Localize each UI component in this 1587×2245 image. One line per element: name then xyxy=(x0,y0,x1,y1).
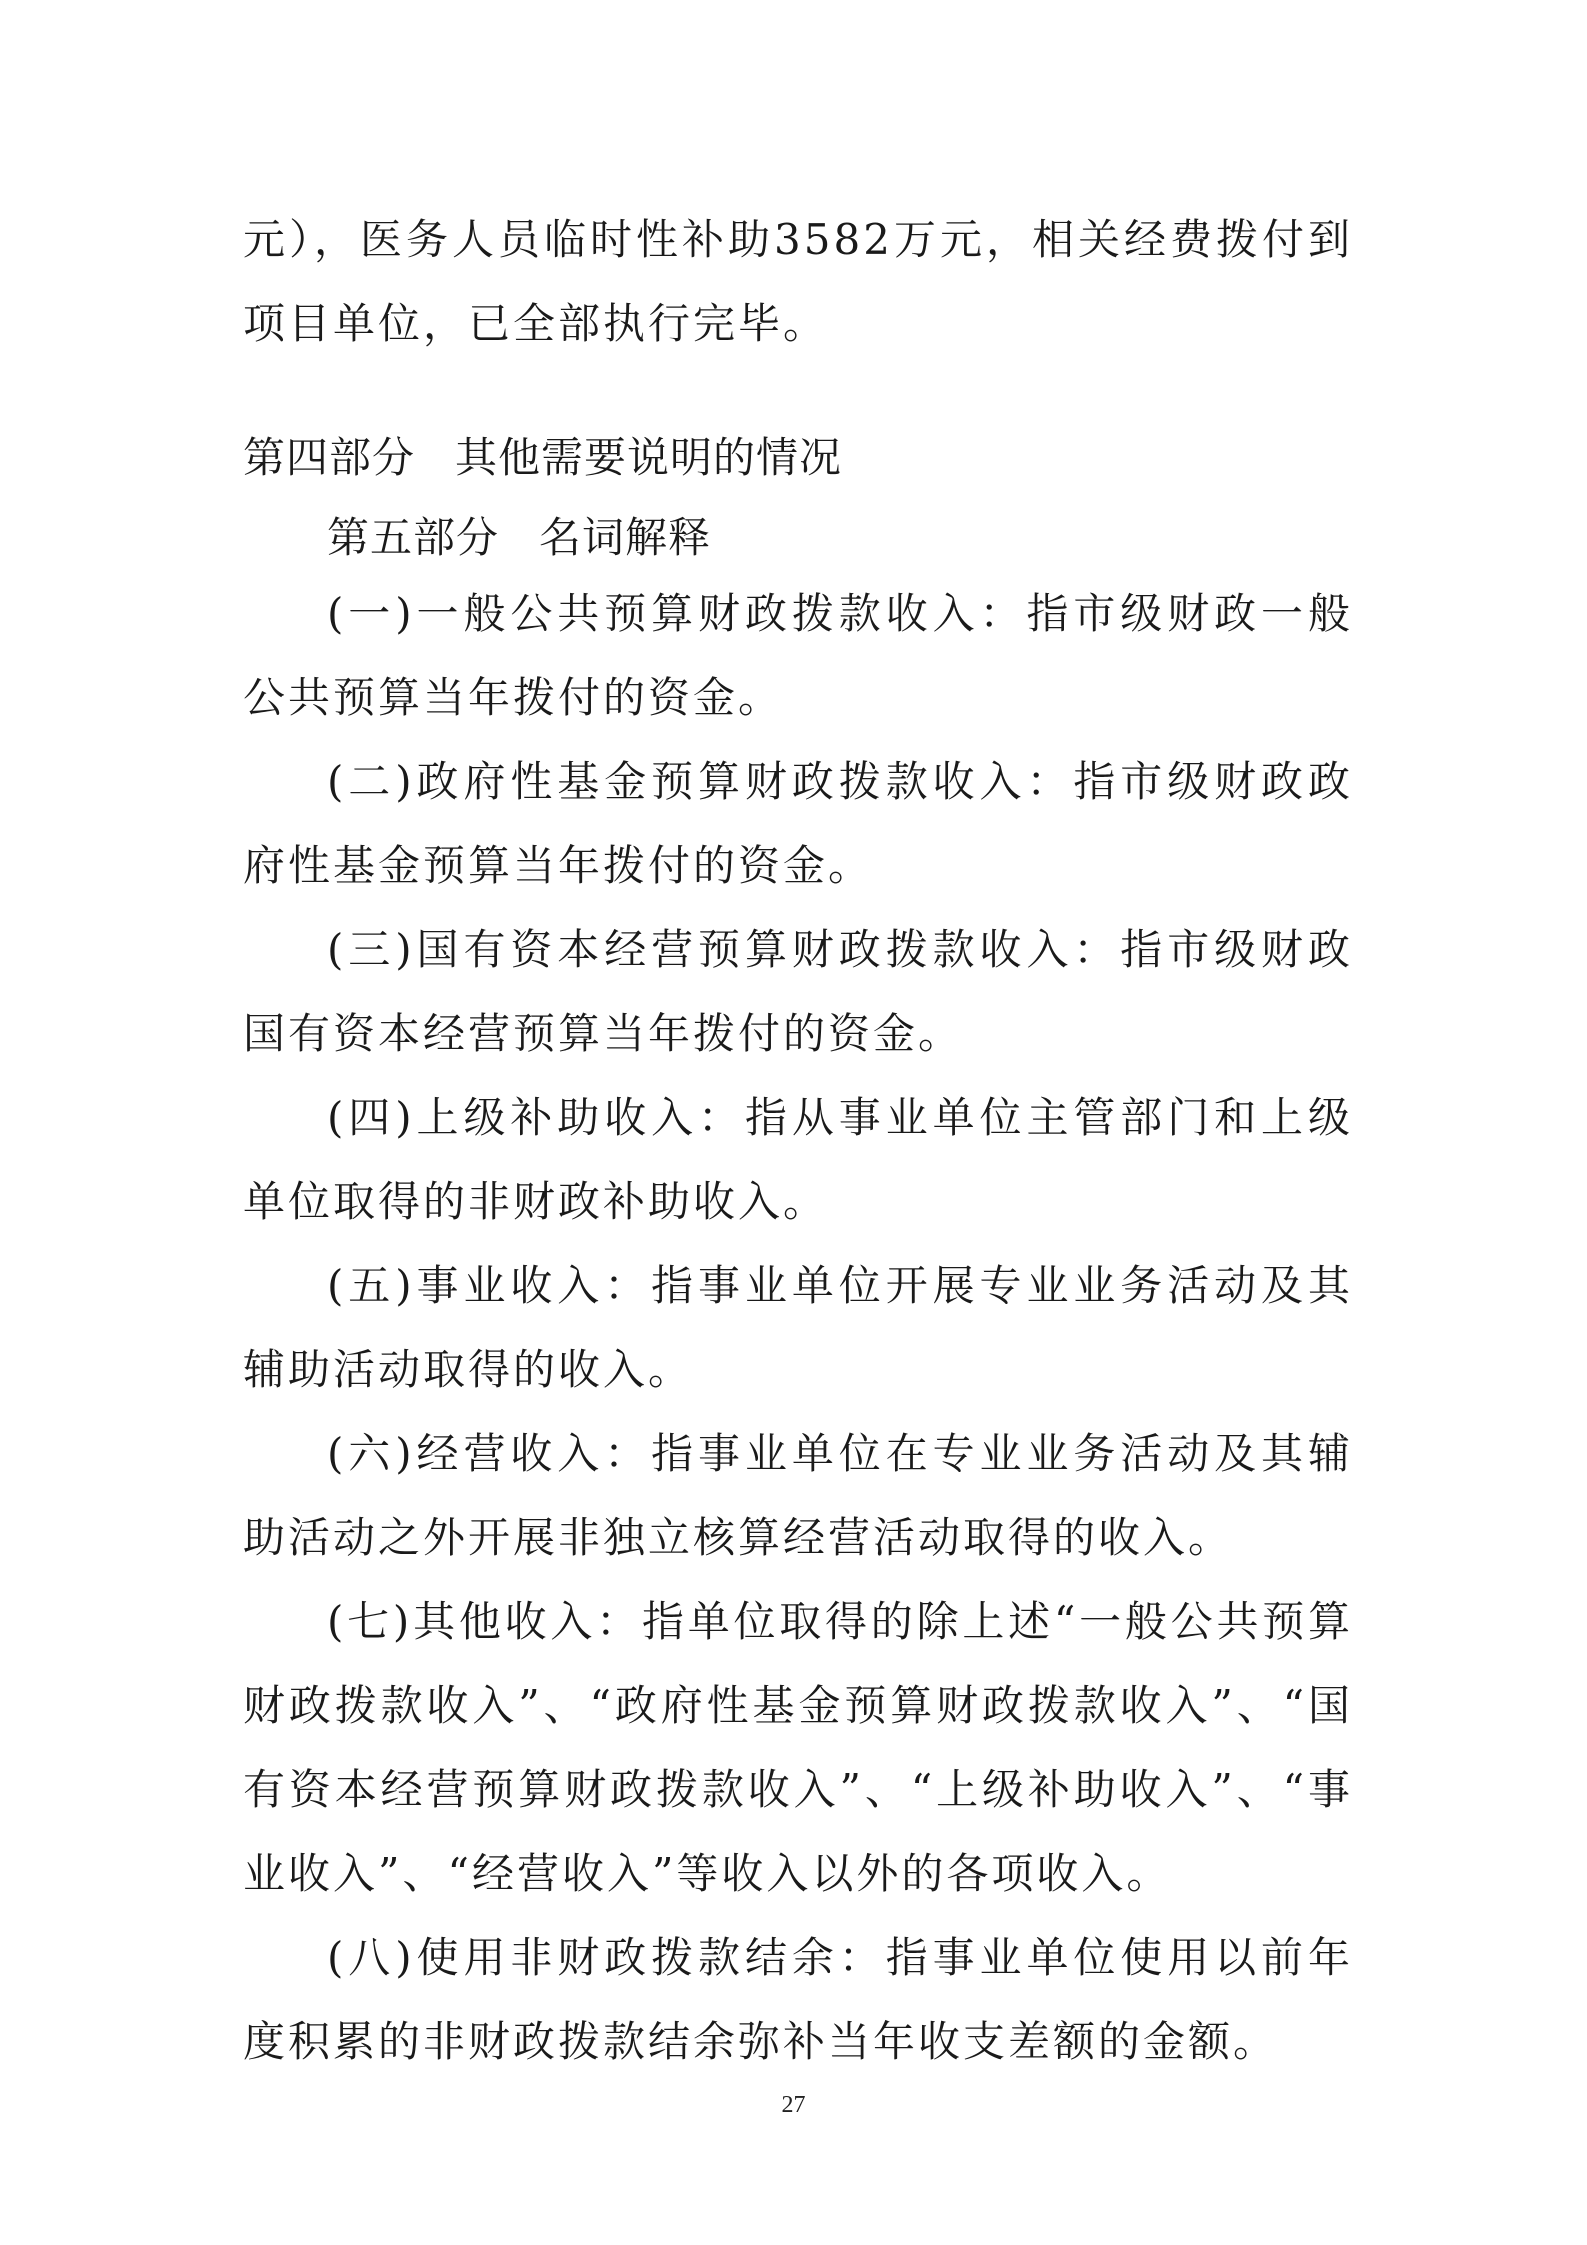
page-number: 27 xyxy=(781,2092,806,2118)
definition-number: (六) xyxy=(327,1429,415,1478)
definition-number: (三) xyxy=(327,925,415,974)
definition-text: 国有资本经营预算财政拨款收入：指市级财政国有资本经营预算当年拨付的资金。 xyxy=(243,925,1353,1058)
section-4-heading xyxy=(243,428,842,488)
definition-number: (四) xyxy=(327,1093,415,1142)
section-5-heading xyxy=(327,508,711,568)
definition-item xyxy=(243,908,1353,1076)
definition-number: (八) xyxy=(327,1933,415,1982)
section-5-title: 名词解释 xyxy=(539,513,712,562)
definition-text: 一般公共预算财政拨款收入：指市级财政一般公共预算当年拨付的资金。 xyxy=(243,589,1353,722)
definition-item xyxy=(243,1412,1353,1580)
definition-text: 其他收入：指单位取得的除上述“一般公共预算财政拨款收入”、“政府性基金预算财政拨款收入”、“国有资本经营预算财政拨款收入”、“上级补助收入”、“事业收入”、“经营收入”等收入以外的各项收入。 xyxy=(243,1597,1353,1898)
definition-item xyxy=(243,740,1353,908)
definition-item xyxy=(243,1916,1353,2084)
definition-item xyxy=(243,1076,1353,1244)
section-4-label: 第四部分 xyxy=(243,433,416,482)
definition-item xyxy=(243,1244,1353,1412)
definition-number: (二) xyxy=(327,757,415,806)
definition-number: (一) xyxy=(327,589,415,638)
definition-number: (七) xyxy=(327,1597,413,1646)
definition-text: 使用非财政拨款结余：指事业单位使用以前年度积累的非财政拨款结余弥补当年收支差额的金额。 xyxy=(243,1933,1353,2066)
section-4-title: 其他需要说明的情况 xyxy=(455,433,843,482)
definition-text: 政府性基金预算财政拨款收入：指市级财政政府性基金预算当年拨付的资金。 xyxy=(243,757,1353,890)
definition-item xyxy=(243,572,1353,740)
section-5-label: 第五部分 xyxy=(327,513,500,562)
definition-text: 事业收入：指事业单位开展专业业务活动及其辅助活动取得的收入。 xyxy=(243,1261,1353,1394)
definition-item xyxy=(243,1580,1353,1916)
definition-text: 经营收入：指事业单位在专业业务活动及其辅助活动之外开展非独立核算经营活动取得的收入。 xyxy=(243,1429,1353,1562)
definition-text: 上级补助收入：指从事业单位主管部门和上级单位取得的非财政补助收入。 xyxy=(243,1093,1353,1226)
definition-number: (五) xyxy=(327,1261,415,1310)
definitions-list xyxy=(243,572,1353,2084)
intro-paragraph: 元），医务人员临时性补助3582万元，相关经费拨付到项目单位，已全部执行完毕。 xyxy=(243,215,1353,348)
